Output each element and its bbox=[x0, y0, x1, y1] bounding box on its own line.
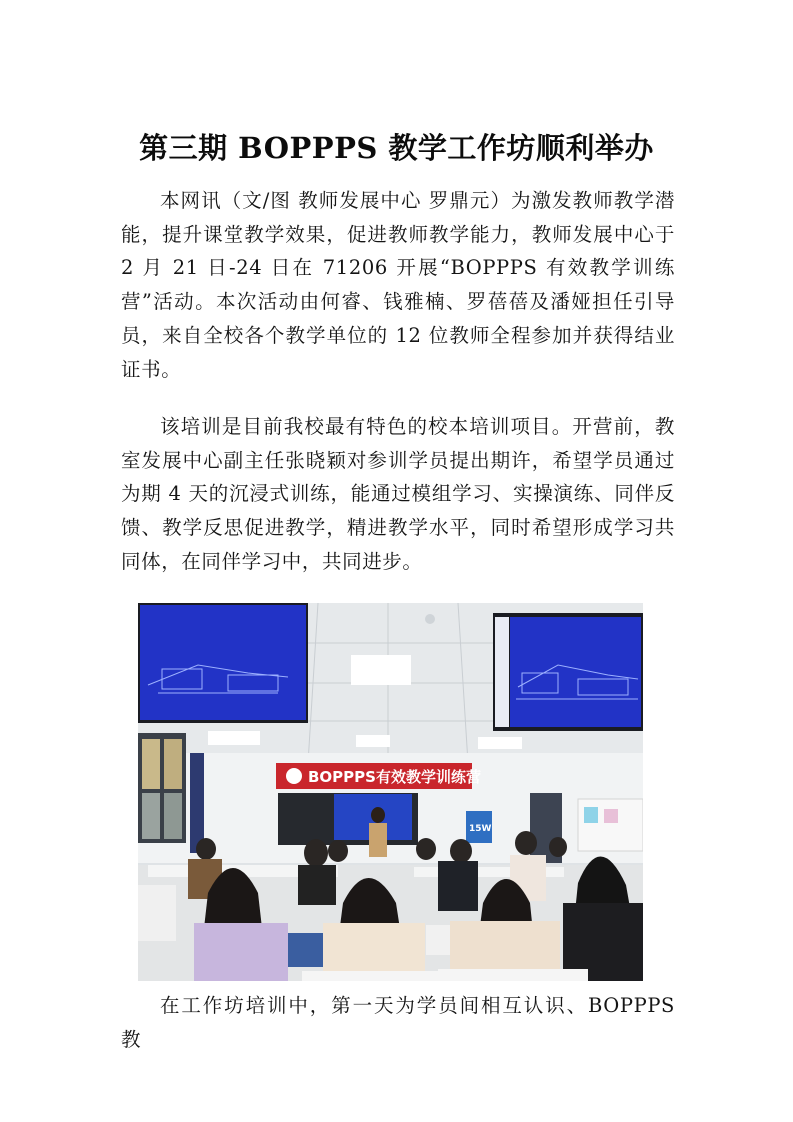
paragraph-continued: 在工作坊培训中，第一天为学员间相互认识、BOPPPS 教 bbox=[121, 994, 675, 1051]
workshop-photo bbox=[138, 603, 643, 981]
poster-text: 15W bbox=[469, 824, 492, 834]
paragraph-training: 该培训是目前我校最有特色的校本培训项目。开营前，教室发展中心副主任张晓颖对参训学员提出期许，希望学员通过为期 4 天的沉浸式训练，能通过模组学习、实操演练、同伴反馈、教学反思促进教学，精进教学水平，同时希望形成学习共同体，在同伴学习中，共同进步。 bbox=[121, 415, 675, 573]
banner-text: BOPPPS有效教学训练营 bbox=[308, 768, 481, 786]
article-title: 第三期 BOPPPS 教学工作坊顺利举办 bbox=[139, 131, 654, 165]
paragraph-intro: 本网讯（文/图 教师发展中心 罗鼎元）为激发教师教学潜能，提升课堂教学效果，促进教师教学能力，教师发展中心于 2 月 21 日-24 日在 71206 开展“BOPPPS 有效教学训练营”活动。本次活动由何睿、钱雅楠、罗蓓蓓及潘娅担任引导员，来自全校各个教学单位的 12 位教师全程参加并获得结业证书。 bbox=[121, 189, 675, 381]
